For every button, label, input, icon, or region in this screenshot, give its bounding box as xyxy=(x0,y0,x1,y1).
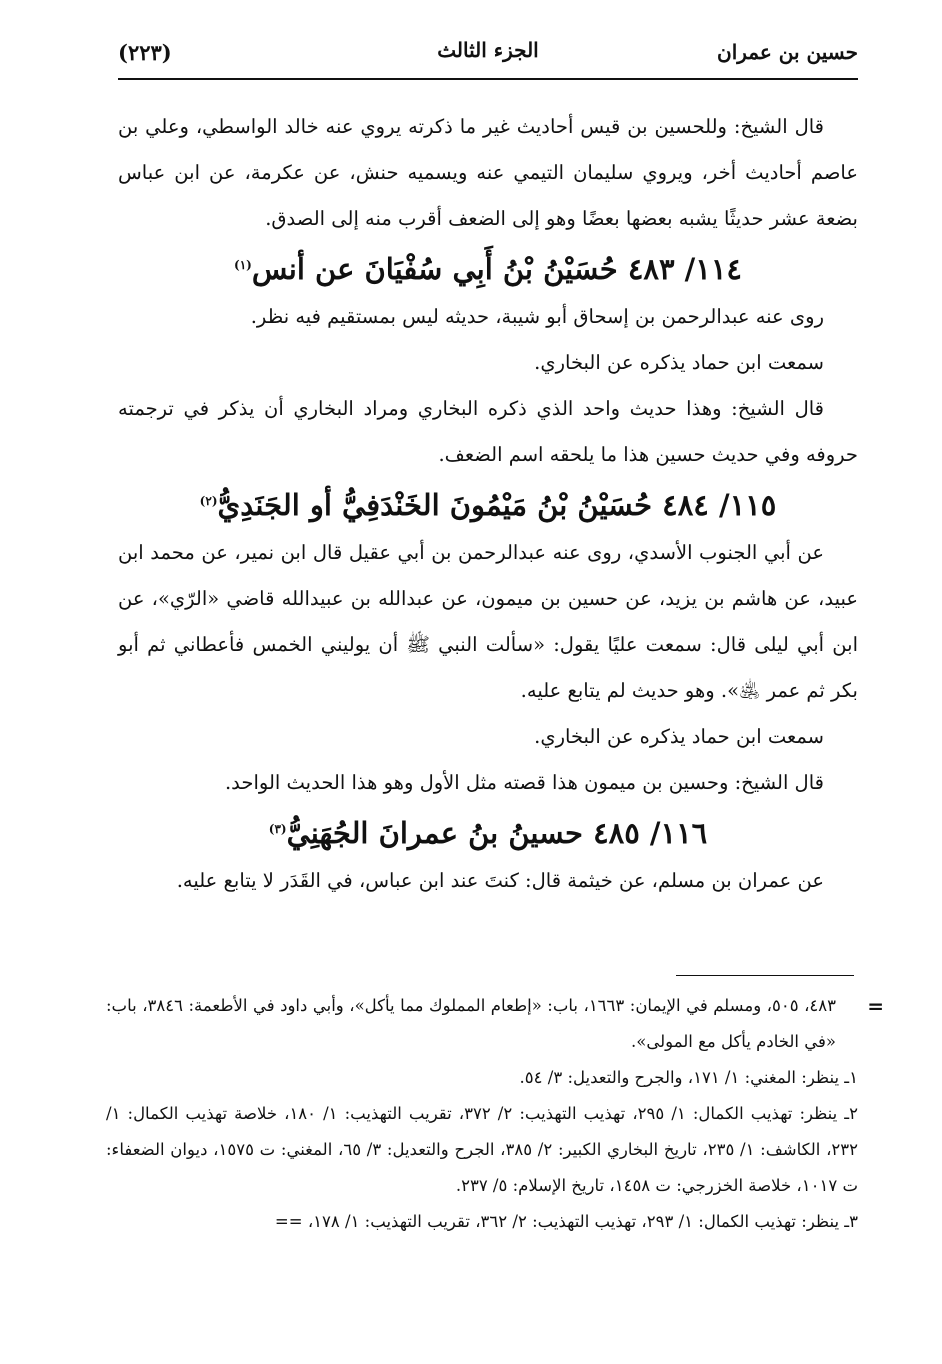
paragraph: قال الشيخ: وهذا حديث واحد الذي ذكره البخاري ومراد البخاري أن يذكر في ترجمته حروفه وفي حديث حسين هذا ما يلحقه اسم الضعف. xyxy=(118,397,858,466)
entry-heading xyxy=(118,808,858,858)
paragraph: قال الشيخ: وللحسين بن قيس أحاديث غير ما ذكرته يروي عنه خالد الواسطي، وعلي بن عاصم أحاديث أخر، ويروي سليمان التيمي عنه ويسميه حنش، عن عكرمة، عن ابن عباس بضعة عشر حديثًا يشبه بعضها بعضًا وهو إلى الضعف أقرب منه إلى الصدق. xyxy=(118,115,858,230)
page-number: (٢٢٣) xyxy=(118,40,172,65)
footnote-rule xyxy=(676,975,854,976)
running-header xyxy=(118,34,858,70)
footnotes xyxy=(106,988,884,1240)
entry-heading xyxy=(118,480,858,530)
main-text xyxy=(118,104,858,904)
header-entry-name: حسين بن عمران xyxy=(717,40,858,64)
entry-title: ١١٤/ ٤٨٣ حُسَيْنُ بْنُ أَبِي سُفْيَانَ عن أنس xyxy=(251,252,742,286)
header-volume: الجزء الثالث xyxy=(437,38,539,62)
footnote: ٢ـ ينظر: تهذيب الكمال: ١/ ٢٩٥، تهذيب التهذيب: ٢/ ٣٧٢، تقريب التهذيب: ١/ ١٨٠، خلاصة تهذيب الكمال: ١/ ٢٣٢، الكاشف: ١/ ٢٣٥، تاريخ البخاري الكبير: ٢/ ٣٨٥، الجرح والتعديل: ٣/ ٦٥، المغني: ت ١٥٧٥، ديوان الضعفاء: ت ١٠١٧، خلاصة الخزرجي: ت ١٤٥٨، تاريخ الإسلام: ٥/ ٢٣٧. xyxy=(106,1104,859,1195)
paragraph: عن أبي الجنوب الأسدي، روى عنه عبدالرحمن بن أبي عقيل قال ابن نمير، عن محمد ابن عبيد، عن هاشم بن يزيد، عن حسين بن ميمون، عن عبدالله بن عبيدالله قاضي «الرّي»، عن ابن أبي ليلى قال: سمعت عليًا يقول: «سألت النبي ﷺ أن يوليني الخمس فأعطاني ثم أبو بكر ثم عمر ﵁». وهو حديث لم يتابع عليه. xyxy=(118,541,858,702)
entry-heading xyxy=(118,244,858,294)
footnote: ٣ـ ينظر: تهذيب الكمال: ١/ ٢٩٣، تهذيب التهذيب: ٢/ ٣٦٢، تقريب التهذيب: ١/ ١٧٨، == xyxy=(274,1212,858,1231)
paragraph: سمعت ابن حماد يذكره عن البخاري. xyxy=(534,351,824,374)
entry-title: ١١٦/ ٤٨٥ حسينُ بنُ عمرانَ الجُهَنِيُّ xyxy=(286,816,708,850)
paragraph: عن عمران بن مسلم، عن خيثمة قال: كنتَ عند ابن عباس، في القَدَر لا يتابع عليه. xyxy=(176,869,824,892)
footnote-marker: (٢) xyxy=(199,494,218,508)
entry-title: ١١٥/ ٤٨٤ حُسَيْنُ بْنُ مَيْمُونَ الخَنْدَفِيُّ أو الجَنَدِيُّ xyxy=(217,488,777,522)
paragraph: سمعت ابن حماد يذكره عن البخاري. xyxy=(534,725,824,748)
footnote-marker: (٣) xyxy=(268,822,287,836)
paragraph: روى عنه عبدالرحمن بن إسحاق أبو شيبة، حديثه ليس بمستقيم فيه نظر. xyxy=(250,305,824,328)
header-rule xyxy=(118,78,858,80)
paragraph: قال الشيخ: وحسين بن ميمون هذا قصته مثل الأول وهو هذا الحديث الواحد. xyxy=(224,771,824,794)
footnote: ١ـ ينظر: المغني: ١/ ١٧١، والجرح والتعديل: ٣/ ٥٤. xyxy=(519,1068,858,1087)
footnote: ٤٨٣، ٥٠٥، ومسلم في الإيمان: ١٦٦٣، باب: «إطعام المملوك مما يأكل»، وأبي داود في الأطعمة: ٣٨٤٦، باب: «في الخادم يأكل مع المولى». xyxy=(106,996,836,1051)
continuation-mark: = xyxy=(867,994,884,1018)
footnote-marker: (١) xyxy=(234,258,252,272)
